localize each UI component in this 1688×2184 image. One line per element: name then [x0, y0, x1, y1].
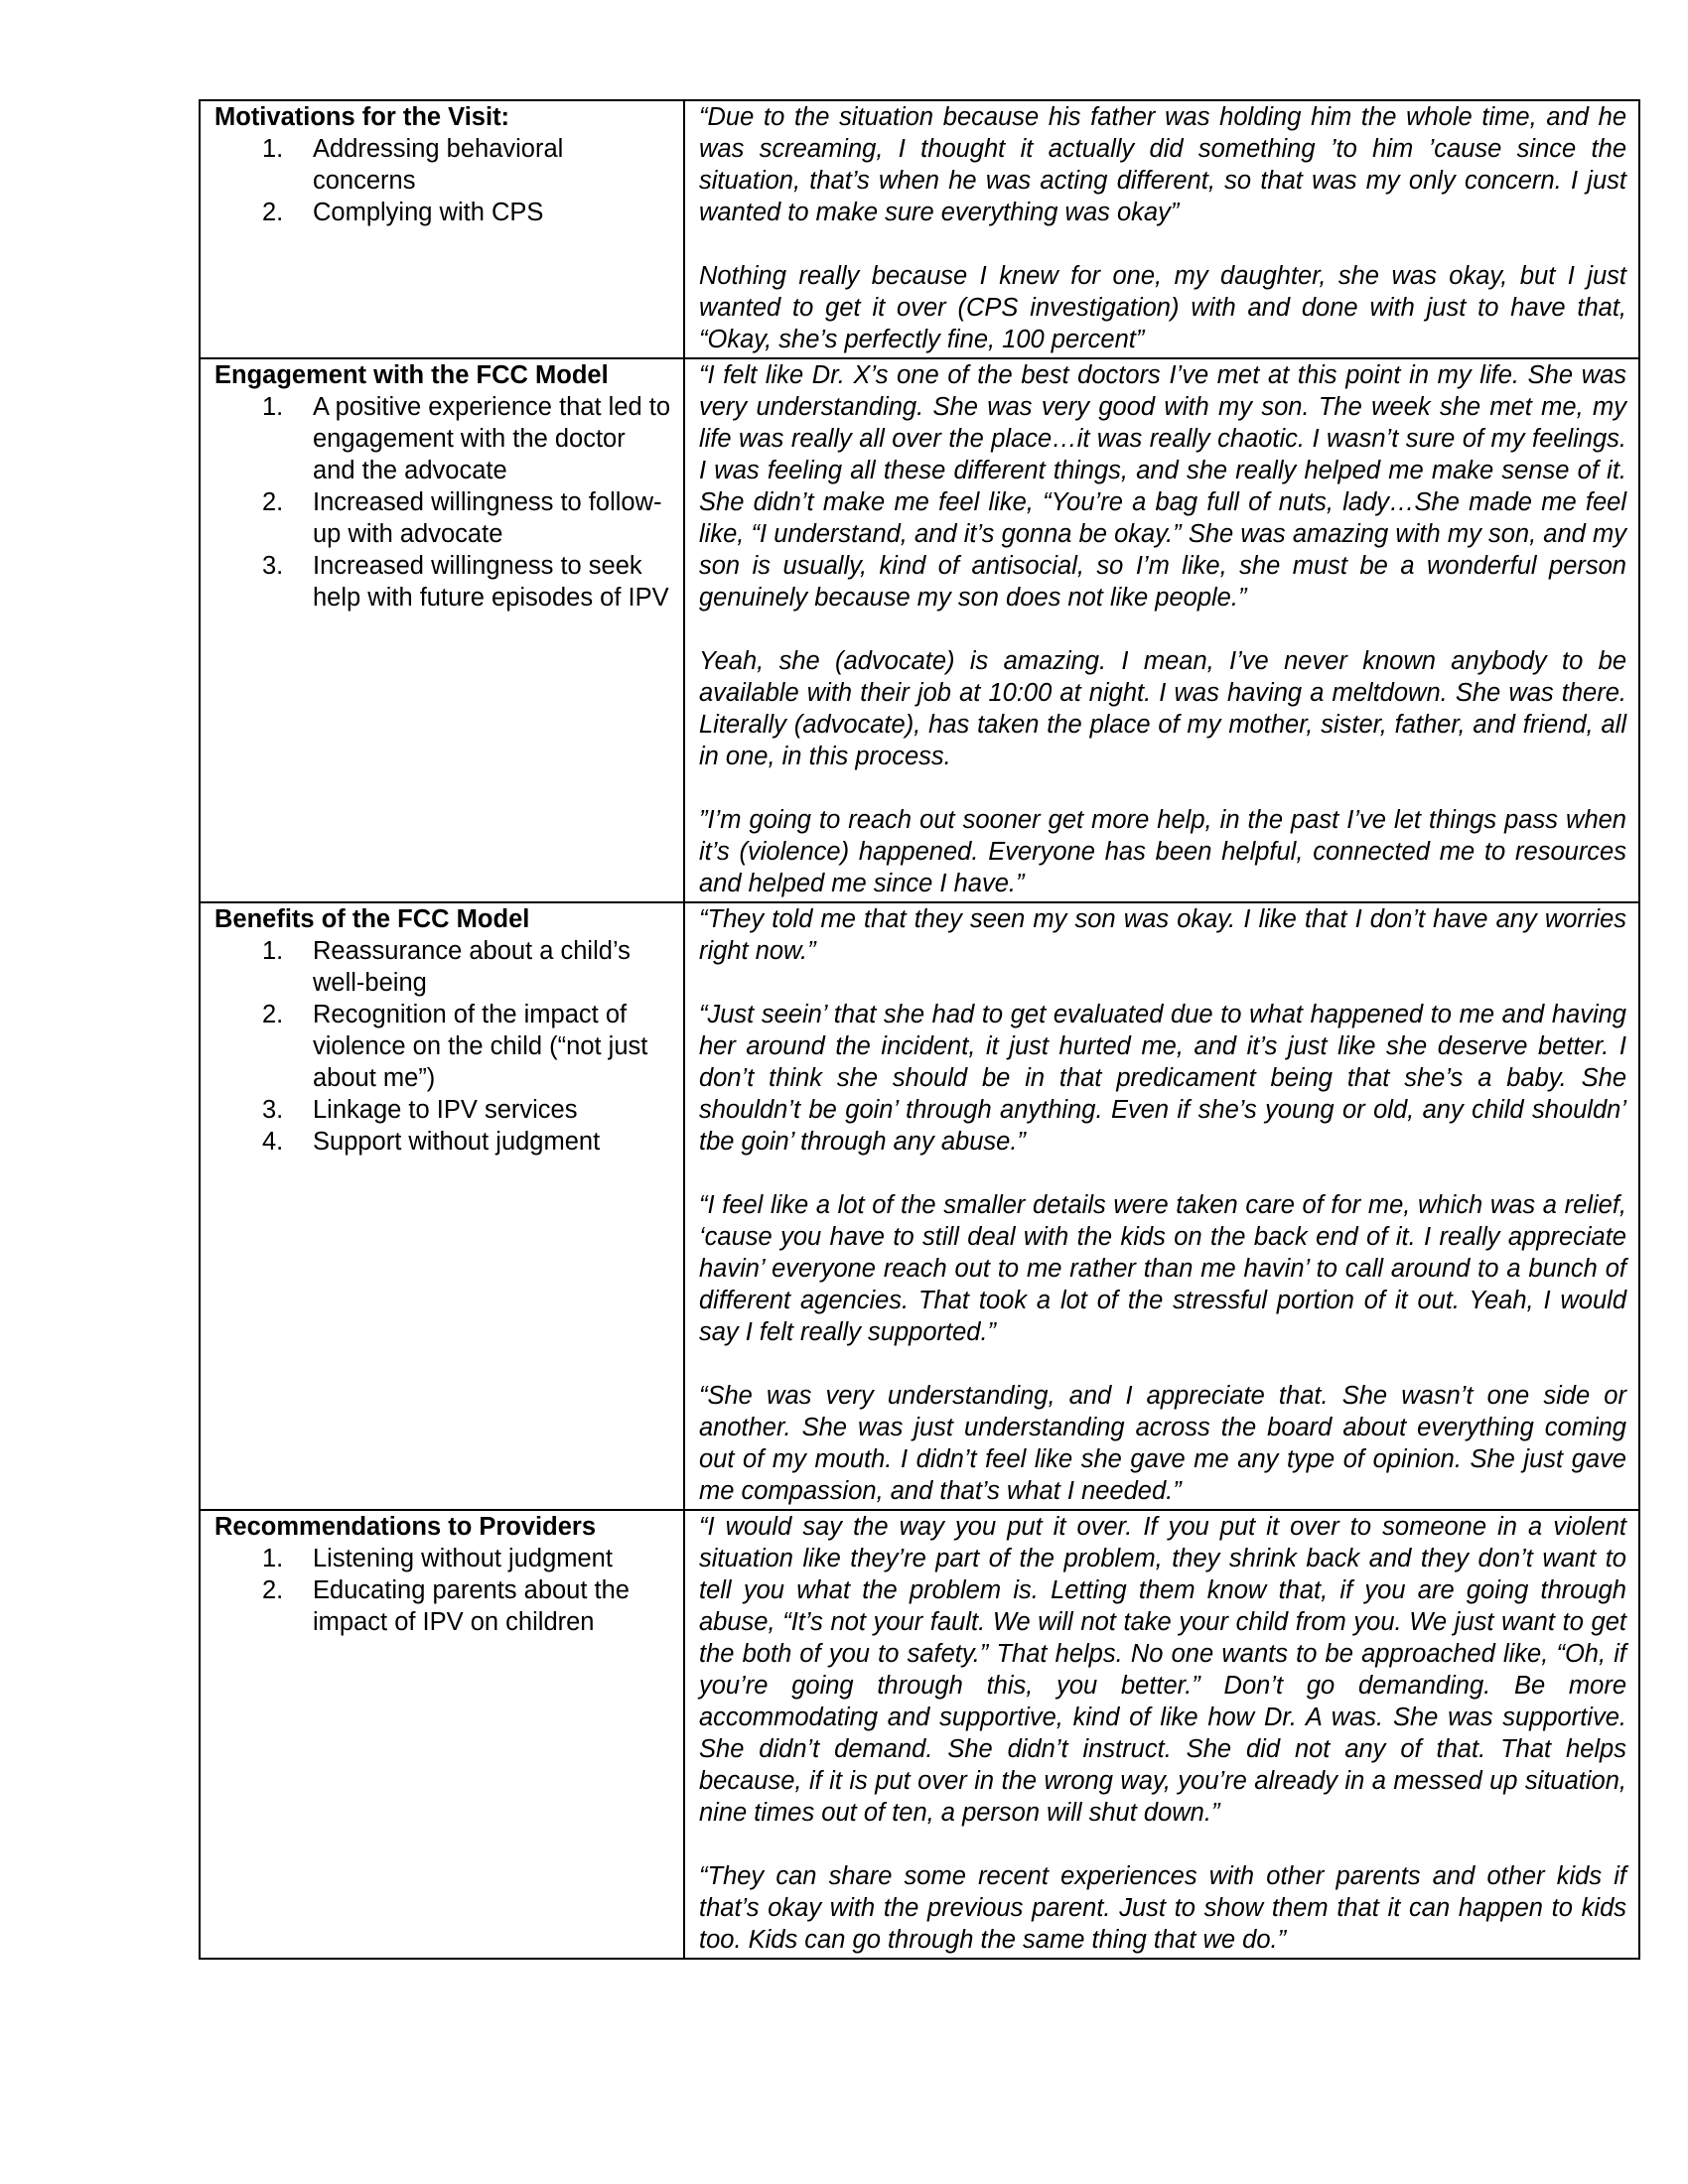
theme-title: Benefits of the FCC Model [214, 905, 530, 933]
quote-paragraph: Nothing really because I knew for one, my daughter, she was okay, but I just wanted to get it over (CPS investigation) with and done with just to have that, “Okay, she’s perfectly fine, 100 percent” [699, 262, 1626, 353]
subtheme-number: 2. [262, 1001, 284, 1028]
subtheme-text: Recognition of the impact of violence on the child (“not just about me”) [313, 1001, 648, 1092]
subtheme-number: 1. [262, 393, 284, 421]
theme-title: Recommendations to Providers [214, 1513, 597, 1541]
quote-cell [684, 358, 1639, 902]
subtheme-number: 3. [262, 552, 284, 580]
theme-cell [200, 358, 684, 902]
quote-paragraph: Yeah, she (advocate) is amazing. I mean, I’ve never known anybody to be available with their job at 10:00 at night. I was having a meltdown. She was there. Literally (advocate), has taken the place of my mother, sister, father, and friend, all in one, in this process. [699, 647, 1626, 770]
subtheme-text: Addressing behavioral concerns [313, 135, 564, 195]
quote-paragraph: “I would say the way you put it over. If you put it over to someone in a violent situation like they’re part of the problem, they shrink back and they don’t want to tell you what the problem is. Letting them know that, if you are going through abuse, “It’s not your fault. We will not take your child from you. We just want to get the both of you to safety.” That helps. No one wants to be approached like, “Oh, if you’re going through this, you better.” Don’t go demanding. Be more accommodating and supportive, kind of like how Dr. A was. She was supportive. She didn’t demand. She didn’t instruct. She did not any of that. That helps because, if it is put over in the wrong way, you’re already in a messed up situation, nine times out of ten, a person will shut down.” [699, 1513, 1626, 1827]
themes-table [199, 99, 1640, 1960]
subtheme-text: Reassurance about a child’s well-being [313, 937, 631, 997]
quote-paragraph: “I felt like Dr. X’s one of the best doctors I’ve met at this point in my life. She was very understanding. She was very good with my son. The week she met me, my life was really all over the place…it was really chaotic. I wasn’t sure of my feelings. I was feeling all these different things, and she really helped me make sense of it. She didn’t make me feel like, “You’re a bag full of nuts, lady…She made me feel like, “I understand, and it’s gonna be okay.” She was amazing with my son, and my son is usually, kind of antisocial, so I’m like, she must be a wonderful person genuinely because my son does not like people.” [699, 361, 1626, 612]
quote-cell [684, 1510, 1639, 1959]
quote-cell [684, 902, 1639, 1510]
table-row [200, 358, 1639, 902]
subtheme-number: 1. [262, 1545, 284, 1572]
subtheme-number: 1. [262, 135, 284, 163]
theme-cell [200, 100, 684, 358]
quote-paragraph: “They can share some recent experiences with other parents and other kids if that’s okay with the previous parent. Just to show them that it can happen to kids too. Kids can go through the same thing that we do.” [699, 1862, 1626, 1954]
subtheme-list [214, 935, 671, 1158]
subtheme-text: Listening without judgment [313, 1545, 613, 1572]
subtheme-list [214, 1543, 671, 1638]
subtheme-item [214, 1574, 671, 1638]
table-row [200, 902, 1639, 1510]
quote-paragraph: “Due to the situation because his father was holding him the whole time, and he was screaming, I thought it actually did something ’to him ’cause since the situation, that’s when he was acting different, so that was my only concern. I just wanted to make sure everything was okay” [699, 103, 1626, 226]
theme-title: Motivations for the Visit: [214, 103, 510, 131]
theme-cell [200, 902, 684, 1510]
subtheme-text: Educating parents about the impact of IPV on children [313, 1576, 630, 1636]
subtheme-text: A positive experience that led to engagement with the doctor and the advocate [313, 393, 671, 484]
theme-title: Engagement with the FCC Model [214, 361, 609, 389]
quote-cell [684, 100, 1639, 358]
quote-paragraph: “Just seein’ that she had to get evaluated due to what happened to me and having her around the incident, it just hurted me, and it’s just like she deserve better. I don’t think she should be in that predicament being that she’s a baby. She shouldn’t be goin’ through anything. Even if she’s young or old, any child shouldn’ tbe goin’ through any abuse.” [699, 1001, 1626, 1156]
subtheme-item [214, 486, 671, 550]
subtheme-number: 2. [262, 488, 284, 516]
subtheme-item [214, 999, 671, 1094]
subtheme-item [214, 1126, 671, 1158]
subtheme-number: 3. [262, 1096, 284, 1124]
subtheme-item [214, 133, 671, 197]
subtheme-text: Complying with CPS [313, 199, 544, 226]
subtheme-text: Support without judgment [313, 1128, 601, 1156]
quote-paragraph: “I feel like a lot of the smaller details were taken care of for me, which was a relief, ‘cause you have to still deal with the kids on the back end of it. I really appreciate havin’ everyone reach out to me rather than me havin’ to call around to a bunch of different agencies. That took a lot of the stressful portion of it out. Yeah, I would say I felt really supported.” [699, 1191, 1626, 1346]
quote-paragraph: “She was very understanding, and I appreciate that. She wasn’t one side or another. She was just understanding across the board about everything coming out of my mouth. I didn’t feel like she gave me any type of opinion. She just gave me compassion, and that’s what I needed.” [699, 1382, 1626, 1505]
quote-paragraph: “They told me that they seen my son was okay. I like that I don’t have any worries right now.” [699, 905, 1626, 965]
subtheme-number: 2. [262, 1576, 284, 1604]
subtheme-number: 1. [262, 937, 284, 965]
subtheme-number: 2. [262, 199, 284, 226]
subtheme-text: Increased willingness to seek help with future episodes of IPV [313, 552, 669, 612]
theme-cell [200, 1510, 684, 1959]
subtheme-item [214, 391, 671, 486]
subtheme-text: Linkage to IPV services [313, 1096, 578, 1124]
subtheme-text: Increased willingness to follow-up with advocate [313, 488, 662, 548]
table-row [200, 1510, 1639, 1959]
subtheme-number: 4. [262, 1128, 284, 1156]
table-row [200, 100, 1639, 358]
subtheme-item [214, 1094, 671, 1126]
subtheme-item [214, 935, 671, 999]
subtheme-list [214, 133, 671, 228]
quote-paragraph: ”I’m going to reach out sooner get more help, in the past I’ve let things pass when it’s (violence) happened. Everyone has been helpful, connected me to resources and helped me since I have.” [699, 806, 1626, 897]
subtheme-item [214, 1543, 671, 1574]
subtheme-item [214, 550, 671, 614]
subtheme-item [214, 197, 671, 228]
subtheme-list [214, 391, 671, 614]
